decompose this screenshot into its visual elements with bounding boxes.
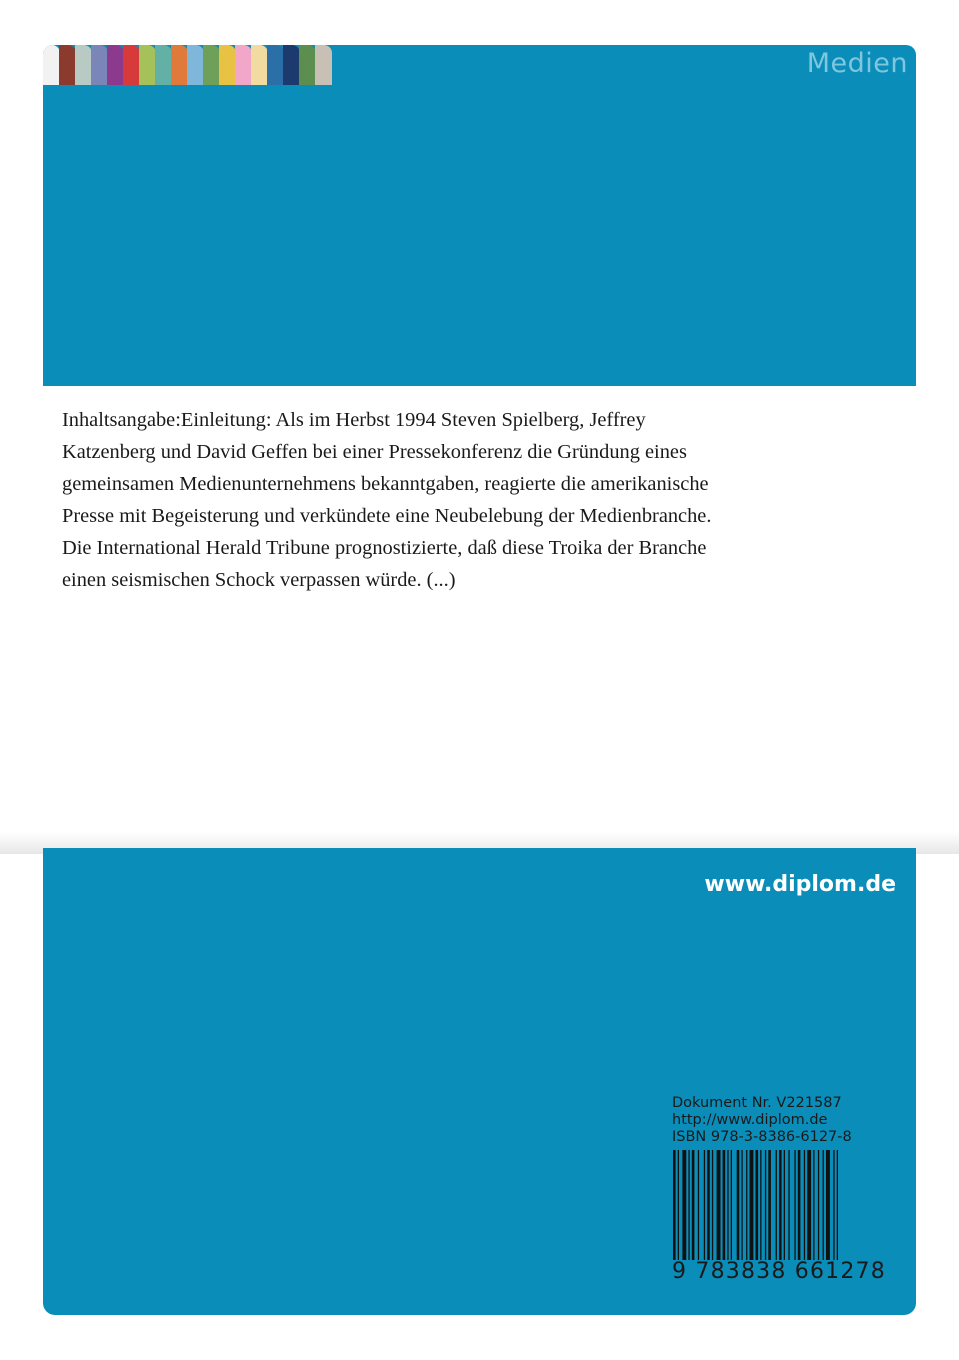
barcode-bar	[804, 1150, 805, 1260]
website-label: www.diplom.de	[704, 872, 896, 897]
description-line: Katzenberg und David Geffen bei einer Pressekonferenz die Gründung eines	[62, 441, 687, 463]
barcode-bar	[768, 1150, 771, 1260]
color-stripe	[187, 45, 204, 85]
barcode-bar	[776, 1150, 777, 1260]
barcode-bar	[682, 1150, 686, 1260]
color-stripe	[267, 45, 284, 85]
barcode-bar	[750, 1150, 754, 1260]
barcode-number: 9 783838 661278	[672, 1259, 886, 1284]
description-line: Die International Herald Tribune prognostizierte, daß diese Troika der Branche	[62, 537, 707, 559]
document-number: Dokument Nr. V221587	[672, 1095, 842, 1111]
description-line: Presse mit Begeisterung und verkündete eine Neubelebung der Medienbranche.	[62, 505, 712, 527]
barcode-bar	[727, 1150, 728, 1260]
document-url: http://www.diplom.de	[672, 1112, 828, 1128]
barcode-bar	[784, 1150, 785, 1260]
color-stripe	[315, 45, 332, 85]
color-stripe	[43, 45, 60, 85]
color-stripe	[59, 45, 76, 85]
color-stripe	[219, 45, 236, 85]
color-stripes	[43, 45, 331, 85]
document-info	[672, 1095, 852, 1146]
barcode-bar	[717, 1150, 721, 1260]
color-stripe	[91, 45, 108, 85]
barcode-bar	[788, 1150, 789, 1260]
color-stripe	[171, 45, 188, 85]
barcode-bar	[712, 1150, 713, 1260]
barcode-bar	[779, 1150, 782, 1260]
barcode-bar	[678, 1150, 679, 1260]
barcode-bar	[688, 1150, 689, 1260]
barcode-bar	[704, 1150, 705, 1260]
description-text	[62, 404, 782, 596]
barcode-bar	[765, 1150, 766, 1260]
barcode-bar	[798, 1150, 801, 1260]
description-line: einen seismischen Schock verpassen würde. (...)	[62, 569, 456, 591]
color-stripe	[283, 45, 300, 85]
barcode-bar	[707, 1150, 710, 1260]
barcode-bar	[833, 1150, 834, 1260]
color-stripe	[139, 45, 156, 85]
color-stripe	[203, 45, 220, 85]
description-line: Inhaltsangabe:Einleitung: Als im Herbst 1994 Steven Spielberg, Jeffrey	[62, 409, 646, 431]
color-stripe	[123, 45, 140, 85]
barcode-bar	[746, 1150, 747, 1260]
barcode-bar	[818, 1150, 819, 1260]
color-stripe	[235, 45, 252, 85]
barcode-bar	[807, 1150, 811, 1260]
description-line: gemeinsamen Medienunternehmens bekanntgaben, reagierte die amerikanische	[62, 473, 709, 495]
color-stripe	[107, 45, 124, 85]
barcode-bar	[692, 1150, 695, 1260]
color-stripe	[299, 45, 316, 85]
category-label: Medien	[806, 48, 908, 79]
isbn: ISBN 978-3-8386-6127-8	[672, 1129, 852, 1145]
barcode	[669, 1150, 897, 1260]
barcode-bar	[756, 1150, 759, 1260]
barcode-bar	[837, 1150, 838, 1260]
barcode-bar	[737, 1150, 740, 1260]
color-stripe	[155, 45, 172, 85]
barcode-bar	[741, 1150, 742, 1260]
barcode-bar	[760, 1150, 761, 1260]
barcode-bar	[826, 1150, 830, 1260]
color-stripe	[75, 45, 92, 85]
barcode-bar	[823, 1150, 824, 1260]
barcode-bar	[794, 1150, 795, 1260]
barcode-bar	[723, 1150, 726, 1260]
cover-top-panel	[43, 45, 916, 386]
color-stripe	[251, 45, 268, 85]
barcode-bar	[731, 1150, 732, 1260]
barcode-bar	[698, 1150, 699, 1260]
barcode-bar	[673, 1150, 676, 1260]
barcode-bar	[813, 1150, 814, 1260]
